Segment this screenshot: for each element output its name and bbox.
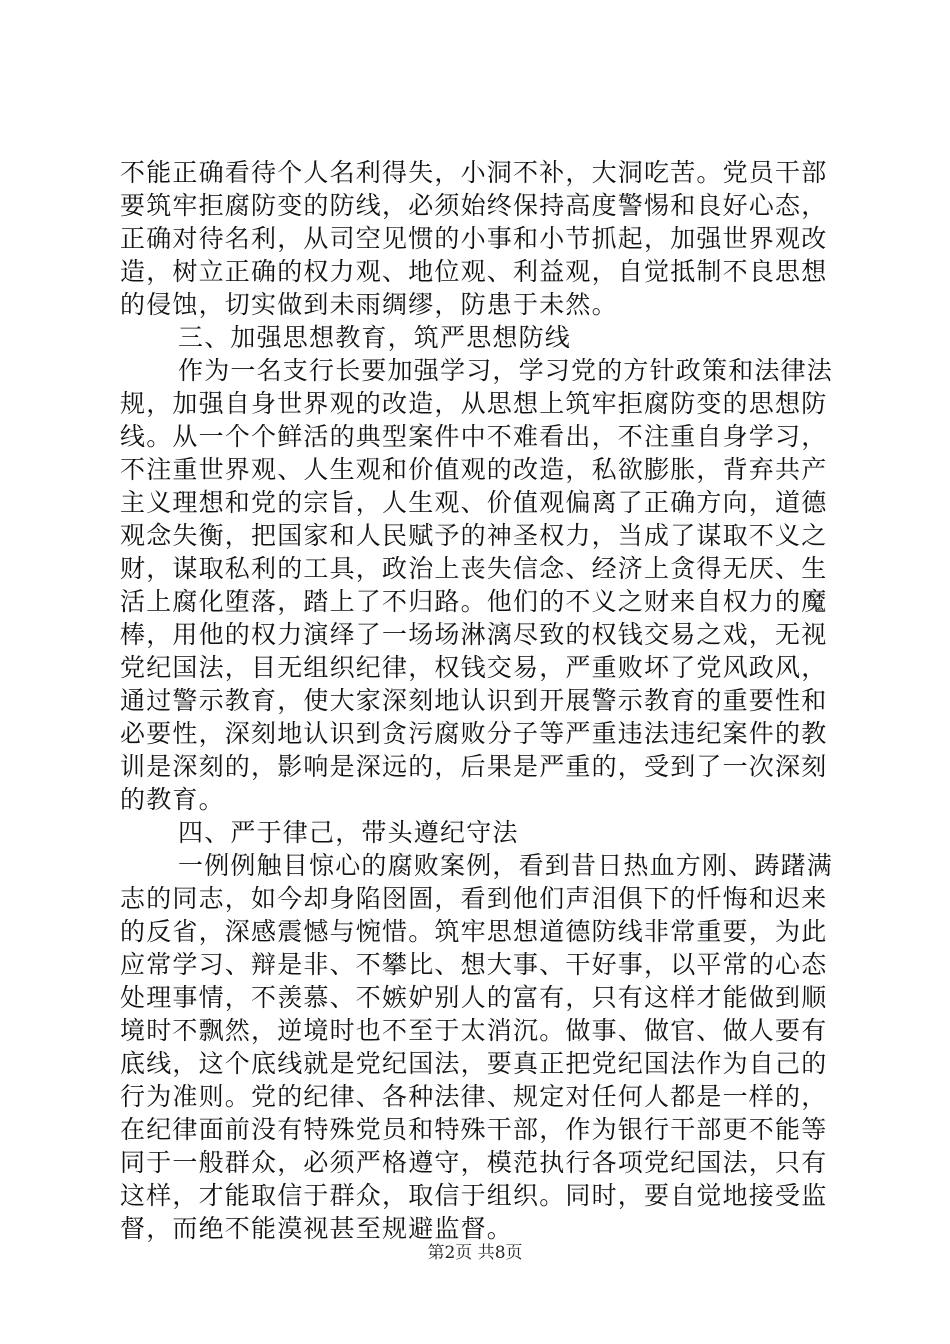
text-line-3: 正确对待名利，从司空见惯的小事和小节抓起，加强世界观改 [120,224,828,253]
text-line-9: 线。从一个个鲜活的典型案件中不难看出，不注重自身学习， [120,422,828,451]
text-line-17: 通过警示教育，使大家深刻地认识到开展警示教育的重要性和 [120,686,828,715]
text-line-1: 不能正确看待个人名利得失，小洞不补，大洞吃苦。党员干部 [120,158,828,187]
text-line-15: 棒，用他的权力演绎了一场场淋漓尽致的权钱交易之戏，无视 [120,620,828,649]
text-line-33: 督，而绝不能漠视甚至规避监督。 [120,1214,514,1243]
text-line-30: 在纪律面前没有特殊党员和特殊干部，作为银行干部更不能等 [120,1115,828,1144]
text-line-14: 活上腐化堕落，踏上了不归路。他们的不义之财来自权力的魔 [120,587,828,616]
text-line-27: 境时不飘然，逆境时也不至于太消沉。做事、做官、做人要有 [120,1016,828,1045]
text-line-16: 党纪国法，目无组织纪律，权钱交易，严重败坏了党风政风， [120,653,828,682]
text-line-12: 观念失衡，把国家和人民赋予的神圣权力，当成了谋取不义之 [120,521,828,550]
text-line-4: 造，树立正确的权力观、地位观、利益观，自觉抵制不良思想 [120,257,828,286]
text-line-26: 处理事情，不羡慕、不嫉妒别人的富有，只有这样才能做到顺 [120,983,828,1012]
text-line-10: 不注重世界观、人生观和价值观的改造，私欲膨胀，背弃共产 [120,455,828,484]
text-line-23: 志的同志，如今却身陷囹圄，看到他们声泪俱下的忏悔和迟来 [120,884,828,913]
text-line-25: 应常学习、辩是非、不攀比、想大事、干好事，以平常的心态 [120,950,828,979]
text-line-29: 行为准则。党的纪律、各种法律、规定对任何人都是一样的， [120,1082,828,1111]
text-line-22: 一例例触目惊心的腐败案例，看到昔日热血方刚、踌躇满 [178,851,834,880]
text-line-28: 底线，这个底线就是党纪国法，要真正把党纪国法作为自己的 [120,1049,828,1078]
text-line-2: 要筑牢拒腐防变的防线，必须始终保持高度警惕和良好心态， [120,191,828,220]
text-line-8: 规，加强自身世界观的改造，从思想上筑牢拒腐防变的思想防 [120,389,828,418]
text-line-19: 训是深刻的，影响是深远的，后果是严重的，受到了一次深刻 [120,752,828,781]
text-line-5: 的侵蚀，切实做到未雨绸缪，防患于未然。 [120,290,618,319]
text-line-7: 作为一名支行长要加强学习，学习党的方针政策和法律法 [178,356,834,385]
text-line-20: 的教育。 [120,785,225,814]
section-heading-3: 三、加强思想教育，筑严思想防线 [178,323,572,352]
text-line-32: 这样，才能取信于群众，取信于组织。同时，要自觉地接受监 [120,1181,828,1210]
page-number-footer: 第2页 共8页 [427,1243,523,1263]
text-line-31: 同于一般群众，必须严格遵守，模范执行各项党纪国法，只有 [120,1148,828,1177]
text-line-18: 必要性，深刻地认识到贪污腐败分子等严重违法违纪案件的教 [120,719,828,748]
text-line-11: 主义理想和党的宗旨，人生观、价值观偏离了正确方向，道德 [120,488,828,517]
text-line-13: 财，谋取私利的工具，政治上丧失信念、经济上贪得无厌、生 [120,554,828,583]
text-line-24: 的反省，深感震憾与惋惜。筑牢思想道德防线非常重要，为此 [120,917,828,946]
section-heading-4: 四、严于律己，带头遵纪守法 [178,818,519,847]
